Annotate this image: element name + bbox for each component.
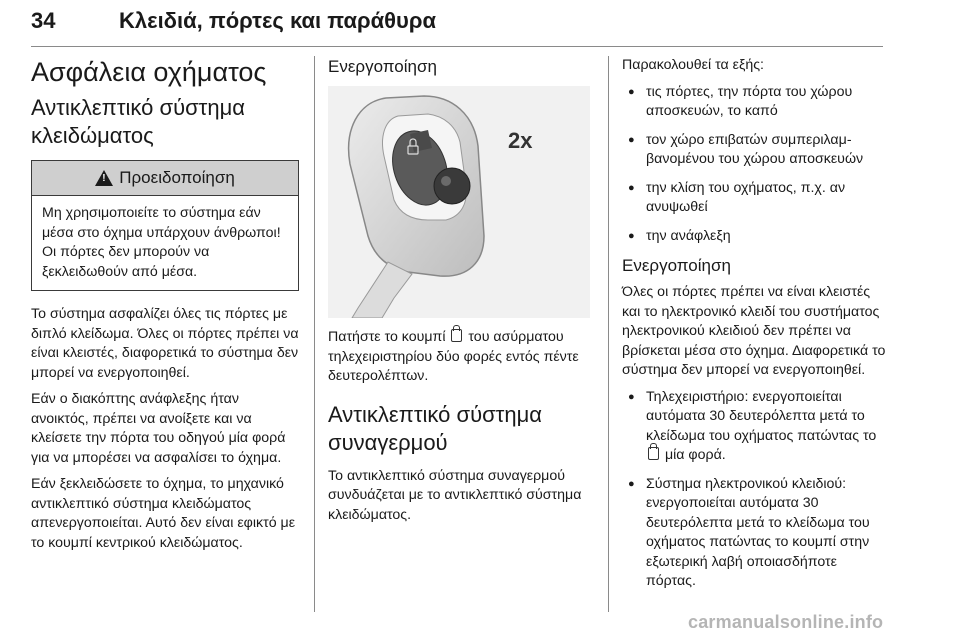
column-divider xyxy=(314,56,315,612)
key-fob-illustration xyxy=(328,86,590,318)
list-item: ● την κλίση του οχήματος, π.χ. αν ανυψωθεί xyxy=(622,179,888,218)
activation-heading: Ενεργοποίηση xyxy=(328,57,437,76)
column-3 xyxy=(622,56,888,601)
list-item: ● Σύστημα ηλεκτρονικού κλειδιού: ενεργοποιείται αυτόματα 30 δευτερόλεπτα μετά το κλείδωμα του οχήματος πατώντας το κουμπί στην εξωτερική λαβή οποιασδήποτε πόρτας. xyxy=(622,475,888,592)
warning-triangle-icon: ! xyxy=(95,170,113,186)
paragraph: Παρακολουθεί τα εξής: xyxy=(622,57,764,73)
warning-header xyxy=(32,161,298,196)
warning-body: Μη χρησιμοποιείτε το σύστημα εάν μέσα στο όχημα υπάρχουν άνθρωποι! Οι πόρτες δεν μπορούν να ξεκλειδωθούν από μέσα. xyxy=(42,205,281,280)
running-title: Κλειδιά, πόρτες και παράθυρα xyxy=(119,8,436,33)
lock-button-icon xyxy=(451,329,462,342)
header-rule xyxy=(31,46,883,47)
text-segment: Πατήστε το κουμπί xyxy=(328,329,446,345)
warning-title: Προειδοποίηση xyxy=(119,168,235,187)
watermark: carmanualsonline.info xyxy=(688,612,884,632)
text-segment: μία φορά. xyxy=(664,447,726,463)
activation-list xyxy=(622,388,888,592)
column-divider xyxy=(608,56,609,612)
paragraph: Εάν ξεκλειδώσετε το όχημα, το μηχανικό αντικλεπτικό σύστημα κλειδώματος απενεργοποιείται. Αυτό δεν είναι εφικτό με το κουμπί κεντρικού κλειδώματος. xyxy=(31,476,296,551)
text-segment: Τηλεχειριστήριο: ενεργοποιείται αυτόματα 30 δευτερόλεπτα μετά το κλείδωμα του οχήματος πατώντας το xyxy=(646,388,877,444)
subsection-title: Αντικλεπτικό σύστημα κλειδώματος xyxy=(31,95,246,148)
page-number: 34 xyxy=(31,8,56,33)
key-fob-figure xyxy=(328,86,590,318)
monitored-list xyxy=(622,83,888,247)
paragraph: Το σύστημα ασφαλίζει όλες τις πόρτες με διπλό κλείδωμα. Όλες οι πόρτες πρέπει να είναι κλειστές, διαφορετικά το σύστημα δεν μπορεί να ενεργοποιηθεί. xyxy=(31,306,299,381)
column-2 xyxy=(328,56,590,532)
list-item: ● τον χώρο επιβατών συμπεριλαμβανομένου του χώρου αποσκευών xyxy=(622,131,888,170)
activation-heading: Ενεργοποίηση xyxy=(622,256,731,275)
text-segment: του ασύρματου τηλεχειριστηρίου δύο φορές εντός πέντε δευτερολέπτων. xyxy=(328,329,579,384)
list-item xyxy=(622,388,888,466)
paragraph: Όλες οι πόρτες πρέπει να είναι κλειστές και το ηλεκτρονικό κλειδί του συστήματος ηλεκτρονικού κλειδιού δεν πρέπει να βρίσκεται μέσα στο όχημα. Διαφορετικά το σύστημα δεν μπορεί να ενεργοποιηθεί. xyxy=(622,284,886,378)
paragraph xyxy=(328,328,590,387)
paragraph: Εάν ο διακόπτης ανάφλεξης ήταν ανοικτός, πρέπει να ανοίξετε και να κλείσετε την πόρτα του οδηγού μία φορά για να μπορέσει να ασφαλίσει το όχημα. xyxy=(31,391,286,466)
page-header xyxy=(31,8,883,48)
paragraph: Το αντικλεπτικό σύστημα συναγερμού συνδυάζεται με το αντικλεπτικό σύστημα κλειδώματος. xyxy=(328,467,582,523)
list-item: ● την ανάφλεξη xyxy=(622,227,888,247)
alarm-heading: Αντικλεπτικό σύστημα συναγερμού xyxy=(328,401,543,455)
list-item: ● τις πόρτες, την πόρτα του χώρου αποσκευών, το καπό xyxy=(622,83,888,122)
section-title: Ασφάλεια οχήματος xyxy=(31,57,267,87)
warning-box xyxy=(31,160,299,291)
press-twice-label: 2x xyxy=(508,128,533,153)
column-1 xyxy=(31,56,299,560)
lock-button-icon xyxy=(648,447,659,460)
